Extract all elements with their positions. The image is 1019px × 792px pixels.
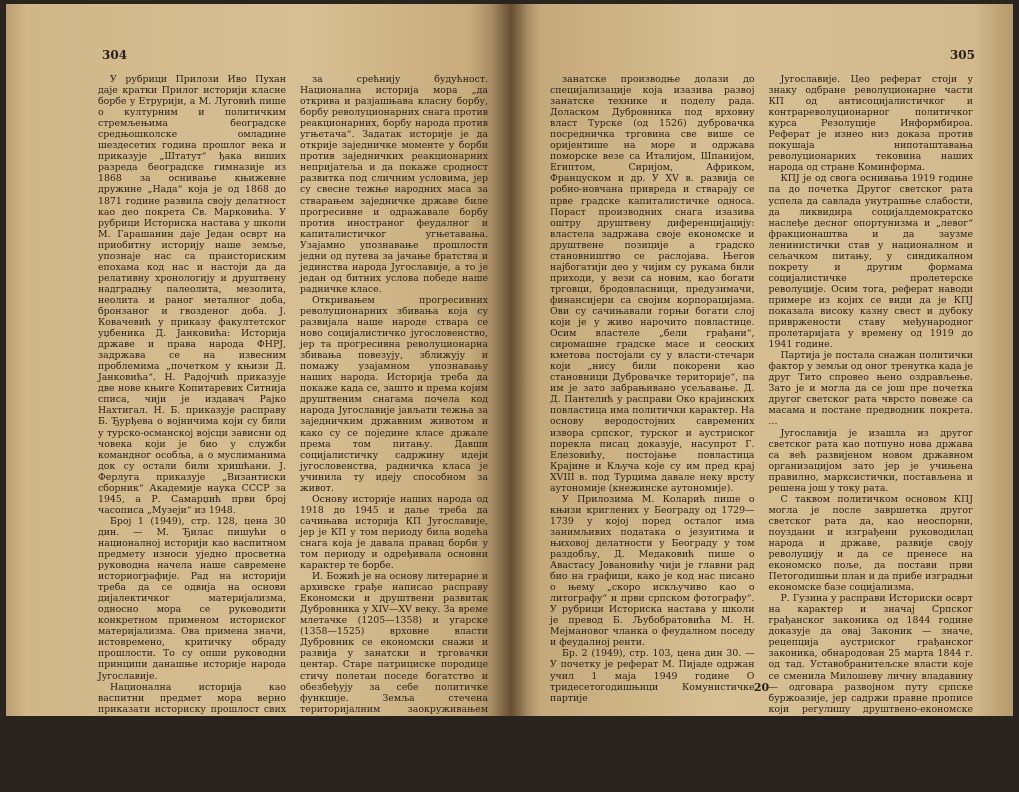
paragraph: Национална историја као васпитни предмет мора верно приказати историску прошлост свих народа Југославије, јер узајамно упознавање прошлости одвија њихове везе у садашњости, њихову заједничку борбу: [98, 681, 286, 759]
right-page: [510, 4, 1013, 737]
page-number: 305: [949, 48, 975, 62]
paragraph: КПЈ је од свога оснивања 1919 године па до почетка Другог светског рата успела да савлада унутрашње слабости, да ликвидира социјалдемократско наслеђе десног опортунизма и „левог“ фракционаштва и да заузме ленинистички став у националном и сељачком питању, у синдикалном покрету и другим формама социјалистичке пролетерске револуције. Осим тога, реферат наводи примере из којих се види да је КПЈ показала високу казну свест и дубоку привржености ставу међународног пролетаријата у времену од 1919 до 1941 године.: [768, 173, 973, 351]
text-column: [300, 74, 488, 792]
text-column: [550, 74, 755, 704]
paragraph: Југославија је изашла из другог светског рата као потпуно нова држава са већ развијеном новом државном организацијом зато јер је учињена правилно, марксистички, постављена и решена још у току рата.: [768, 427, 973, 494]
paragraph: Р. Гузина у расправи Историски осврт на карактер и значај Српског грађанског законика од 1844 године доказује да овај Законик — значе, рецепција аустриског грађанског законика, обнародован 25 марта 1844 г. од тад. Уставобранитељске власти које се сменила Милошеву личну владавину — одговара развојном путу српске буржоазије, јер садржи правне прописе који регулишу друштвено-економске односе капиталистичког друштва. Овај Законик је био потребан младој бур-: [768, 593, 973, 737]
text-column: [98, 74, 286, 759]
paragraph: У Прилозима М. Коларић пише о књизи криглених у Београду од 1729—1739 у којој поред осталог има занимљивих података о језуитима и њиховој делатности у Београду у том раздобљу, Д. Медаковић пише о Авастасу Јовановићу чији је главни рад био на графици, како је код нас писано о њему „скоро искључиво као о литографу“ и први српском фотографу“. У рубрици Историска настава у школи је превод Б. Љубобратовића М. Н. Мејмановог чланка о феудалном поседу и феудалној ренти.: [550, 493, 755, 649]
paragraph: Број 1 (1949), стр. 128, цена 30 дин. — М. Ђилас пишући о националној историји као васпитном предмету износи уједно просветна руководна начела наше савремене историографије. Рад на историји треба да се одвија на основи дијалектичког материјализма, односно мора се руководити конкретном применом историског материјализма. Ова примена значи, истовремено, критичку обраду прошлости. То су опши руководни принципи данашње историје народа Југославије.: [98, 515, 286, 682]
text-columns: [98, 74, 488, 792]
page-number: 304: [102, 48, 128, 62]
gutter-shadow: [492, 4, 510, 716]
paragraph: за срећнију будућност. Национална историја мора „да открива и разјашњава класну борбу, борбу револуционарних снага против реакционарних, борбу народа против угњетача“. Задатак историје је да открије заједничке моменте у борби против заједничких реакционарних непријатеља и да покаже сродност развитка под сличним условима, јер су свесне тежње народних маса за стварањем заједничке државе биле прогресивне и одражавале борбу против иностраног феудалног и капиталистичког угњетавања. Узајамно упознавање прошлости једни од путева за јачање братства и јединства народа Југославије, а то је један од битних услова победе наше радничке класе.: [300, 74, 488, 295]
book-spread: [6, 4, 1013, 792]
paragraph: У рубрици Прилози Иво Пухан даје кратки Прилог историји класне борбе у Етрурији, а М. Луговић пише о културним и политичким стремљењима београдске средњошколске омладине шездесетих година прошлог века и приказује „Штатут“ ђака виших разреда београдске гимназије из 1868 за оснивање књижевне дружине „Нада“ која је од 1868 до 1871 године развила своју делатност као део покрета Св. Марковића. У рубрици Историска настава у школи М. Гарашанин даје Један осврт на приобитну историју наше земље, упознаје нас са праисториским епохама код нас и настоји да да релативну хронологију и друштвену надградњу палеолита, мезолита, неолита и раног металног доба, бронзаног и гвозденог доба. Ј. Ковачевић у приказу факултетског уџбеника Д. Јанковића: Историја државе и права народа ФНРЈ, задржава се на извесним проблемима „почетком у књизи Д. Јанковића“. Н. Радојчић приказује две нове књиге Копитаревих Ситнија списа, чији је издавач Рајко Нахтигал. Н. Б. приказује расправу Б. Ђурђева о војничима који су били у турско-османској војсци зависни од човека који је био у служби командног особља, а о муслиманима док су остали били хришћани. Ј. Ферлуга приказује „Византиски сборник“ Академије наука СССР за 1945, а Р. Самарџић први број часописа „Музеји“ из 1948.: [98, 74, 286, 516]
signature-mark: 20: [753, 681, 770, 694]
paragraph: Основу историје наших народа од 1918 до 1945 и даље треба да сачињава историја КП Југославије, јер је КП у том периоду била водећа снага која је давала правац борби у том периоду и одређивала основни карактер те борбе.: [300, 493, 488, 572]
text-column: [768, 74, 974, 737]
paragraph: И. Божић је на основу литерарне и архивске грађе написао расправу Економски и друштвени развитак Дубровника у XIV—XV веку. За време млетачке (1205—1358) и угарске (1358—1525) врховне власти Дубровник се економски снажи и развија у занатски и трговачки центар. Старе патрициске породице стичу полетан поседе богатство и обезбеђују за себе политичке функције. Земља стечена територијалним заокруживањем Дубровника у првој половини XIV в. раздељена је дубровачкој властели, док су затечени сељаци претворени у кметове и у кметском положају остали до краја Дубровачке републике. У првој половини XV в. услед развитка: [300, 571, 488, 792]
paragraph: Бр. 2 (1949), стр. 103, цена дин 30. — У почетку је реферат М. Пијаде одржан учил 1 маја 1949 године О тридесетогодишњици Комунистичке партије: [550, 648, 755, 704]
paragraph: С таквом политичком основом КПЈ могла је после завршетка другог светског рата да, као неоспорни, поуздани и изграђени руководилац народа и државе, развије своју револуцију и да се пренесе на економско поље, да постави први Петогодишњи план и да прибе изградњи економске базе социјализма.: [768, 493, 973, 594]
paragraph: Откривањем прогресивних револуционарних збивања која су развијала наше народе ствара се ново социјалистичко југословенство, јер та прогресивна револуционарна збивања повезују, зближују и помажу узајамном упознавању наших народа. Историја треба да покаже када се, зашто и према којим друштвеним снагама почела код народа Југославије јављати тежња за заједничким државним животом и како су се поједине класе држале према том питању. Давши социјалистичку садржину идеји југословенства, радничка класа је учинила ту идеју способном за живот.: [300, 294, 488, 494]
paragraph: Југославије. Цео реферат стоји у знаку одбране револуционарне части КП од антисоцијалистичког и контрареволуционарног политичког курса Резолуције Информбироа. Реферат је изнео низ доказа против покушаја нипоташтавања револуционарних тековина наших народа од стране Коминформа.: [768, 74, 973, 174]
left-page: [6, 4, 510, 792]
paragraph: занатске производње долази до специјализације која изазива развој занатске технике и поделу рада. Доласком Дубровника под врховну власт Турске (од 1526) дубровачка посредничка трговина све више се оријентише на море и одржава поморске везе са Италијом, Шпанијом, Египтом, Сиријом, Африком, Француском и др. У XV в. развија се робно-новчана привреда и стварају се прве градске капиталистичке односа. Пораст производних снага изазива оштру друштвену диференцијацију: властела задржава своје економске и друштвене позиције а градско становништво се раслојава. Његов најбогатији део у чијим су рукама били приходи, у вези са новим, као богати трговци, бродовласници, предузимачи, финансијери са својим корпорацијама. Ови су сачињавали горњи богати слој који је у живо нарочито повластице. Осим властеле „бели грађани“, сиромашне градске масе и сеоских кметова постојали су у власти-стечари који „нису били покорени као становници Дубровачке територије“, па им је зато забрањивано усељавање. Д. Д. Пантелић у расправи Око крајинских повластица има политички карактер. На основу веродостојних савремених извора српског, турског и аустриског порекла писац доказује, насупрот Г. Елезовићу, постојање повластица Крајине и Кључа које су им пред крај XVIII в. под Турцима давале неку врсту аутономије (кнежинске аутономије).: [550, 74, 755, 494]
gutter-shadow: [510, 4, 528, 716]
paragraph: Партија је постала снажан политички фактор у земљи од оног тренутка када је друг Тито спровео њено оздрављење. Зато је и могла да се још пре почетка другог светског рата чврсто повеже са масама и постане предводник покрета. ...: [768, 350, 973, 428]
